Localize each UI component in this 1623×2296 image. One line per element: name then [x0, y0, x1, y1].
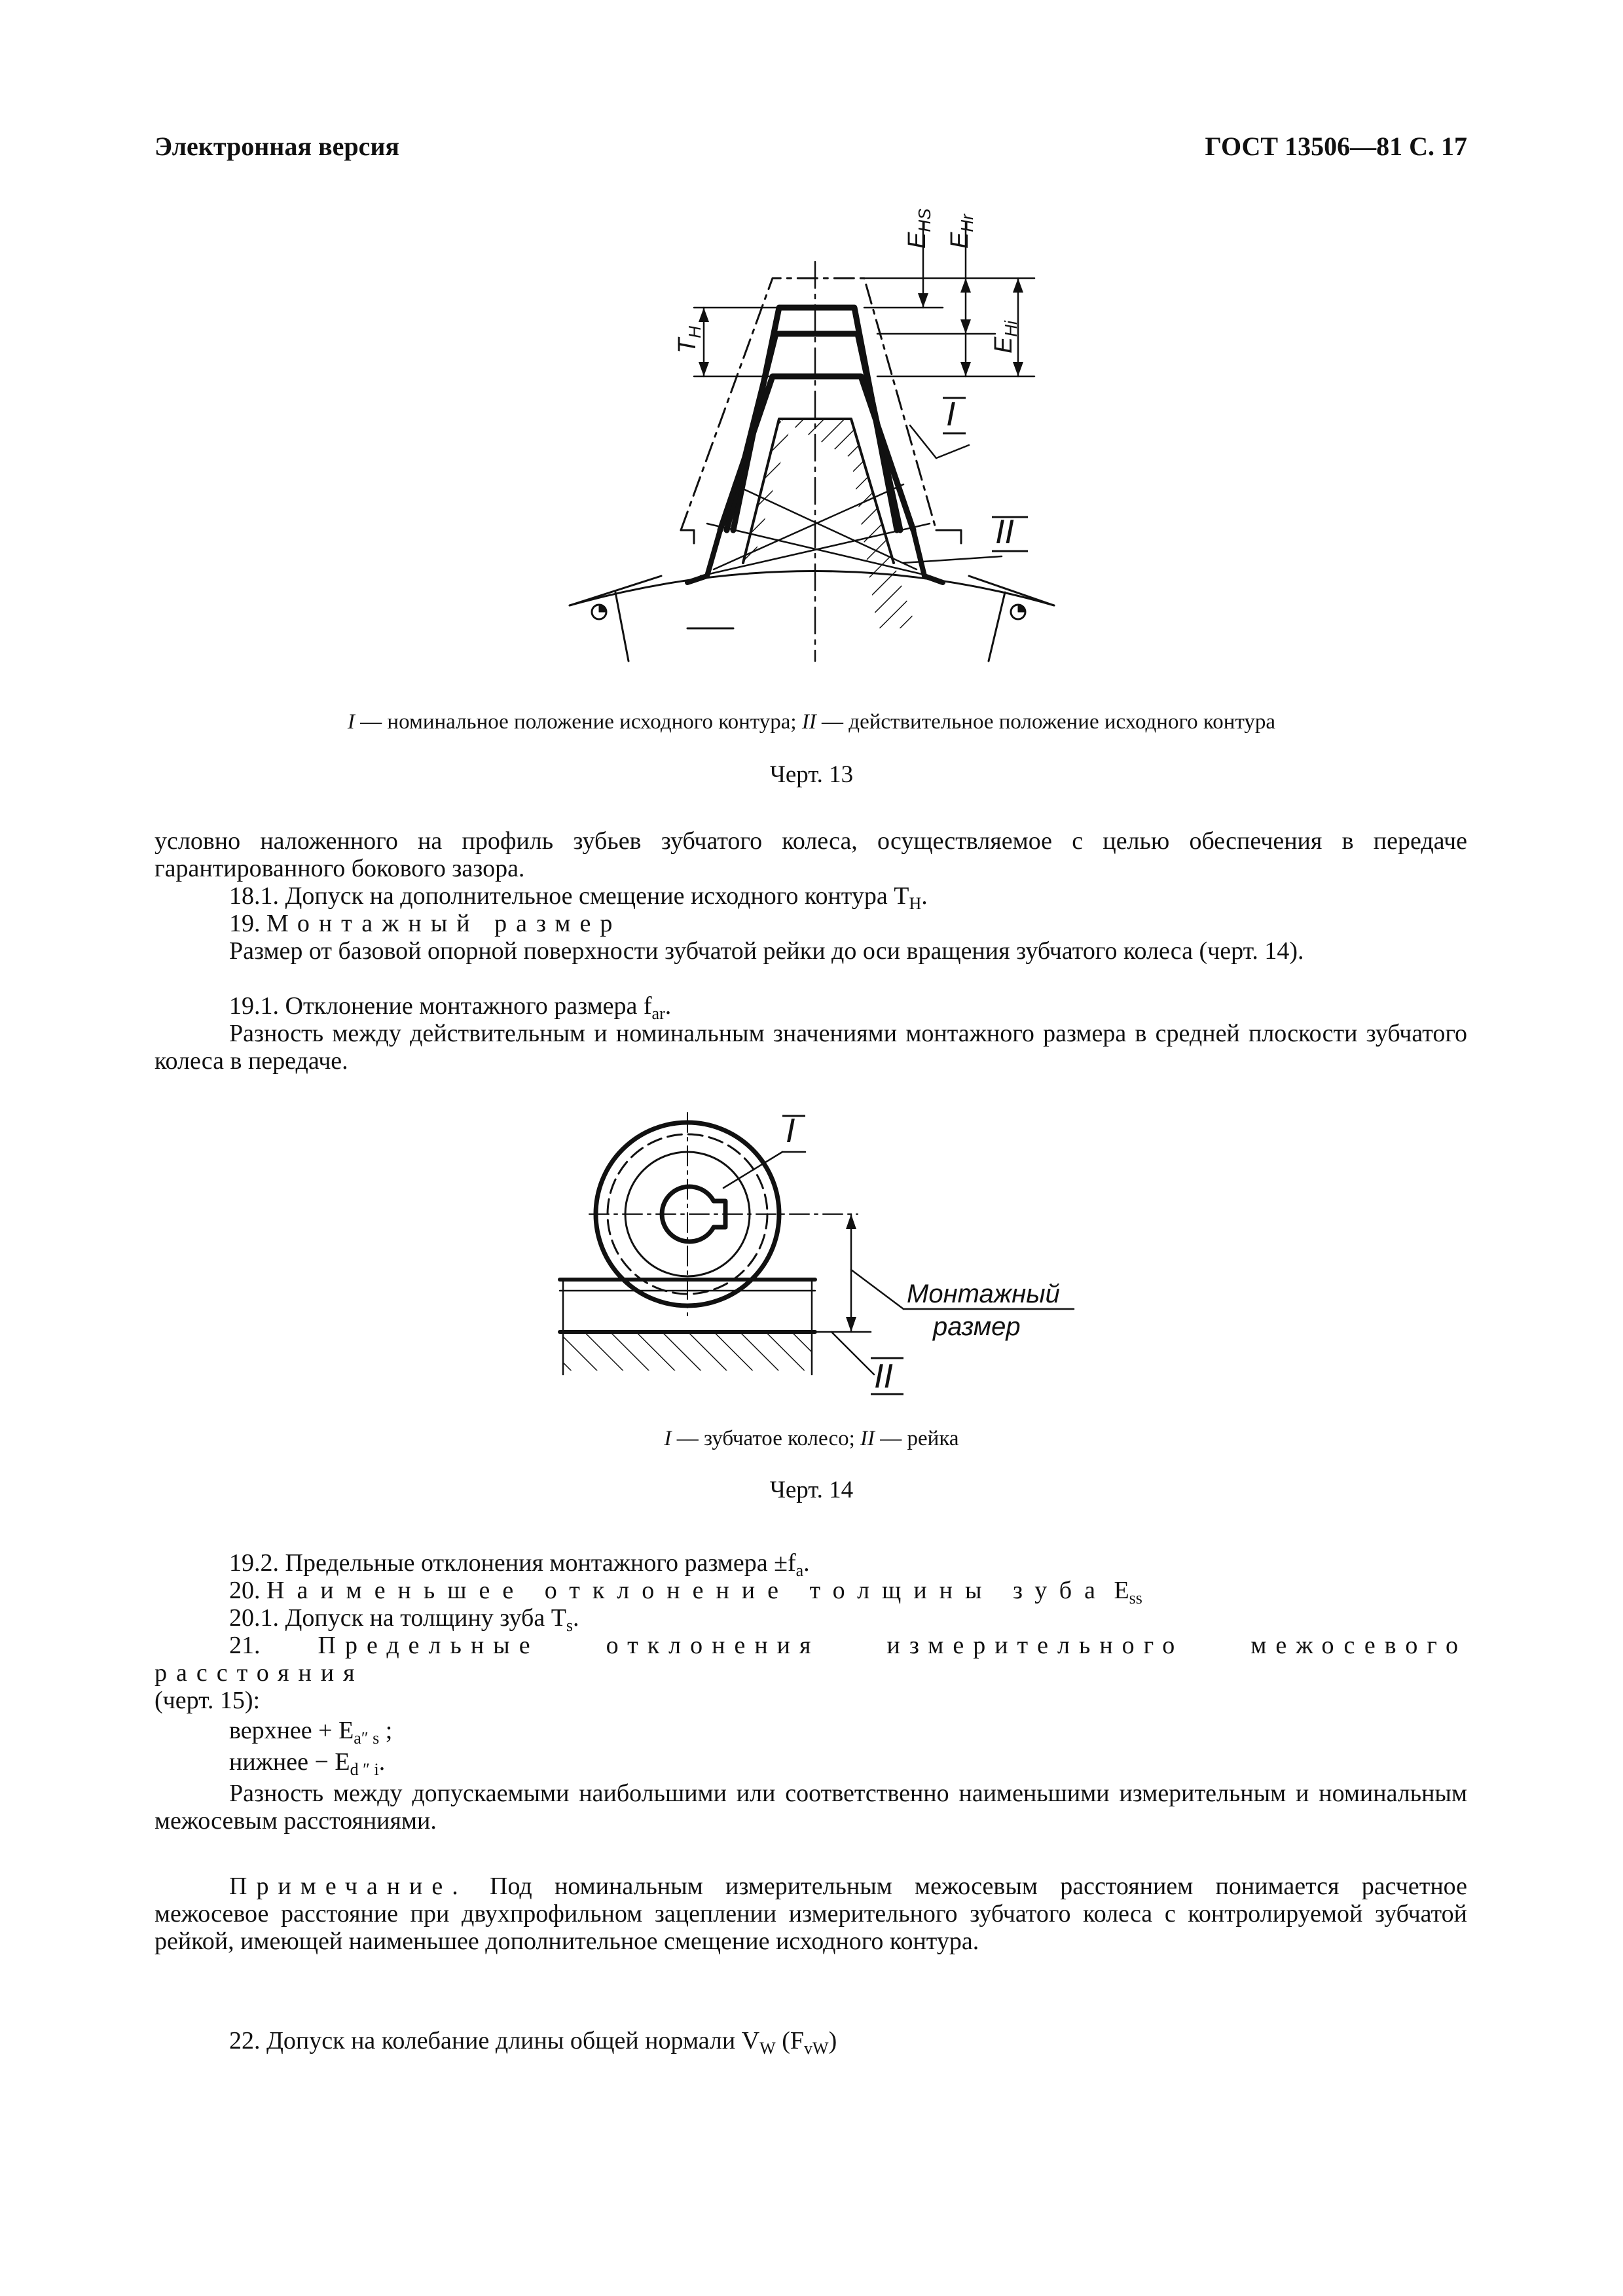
header-left: Электронная версия [155, 132, 400, 161]
paragraph-19-1: 19.1. Отклонение монтажного размера $f_{ar}$. [229, 992, 672, 1023]
paragraph-19-2: 19.2. Предельные отклонения монтажного размера $\pm f_a$. [229, 1549, 810, 1580]
label-mount-1: Монтажный [907, 1280, 1060, 1308]
label-ehs: $E_{HS}$ [903, 208, 934, 249]
text-block-b [155, 1549, 1468, 2058]
paragraph-21-def: Разность между допускаемыми наибольшими или соответственно наименьшими измерительным и номинальным межосевым расстояниями. [155, 1780, 1467, 1835]
figure-13-drawing [0, 0, 1623, 687]
paragraph-20-1: 20.1. Допуск на толщину зуба $T_s$. [229, 1604, 579, 1635]
paragraph-18-1: 18.1. Допуск на дополнительное смещение исходного контура $T_H$. [229, 882, 928, 913]
paragraph-20-term: 20. Наименьшее отклонение толщины зуба $E_{ss}$ [229, 1577, 1142, 1607]
chert-13: Черт. 13 [769, 761, 854, 788]
paragraph-19-term: 19. Монтажный размер [229, 910, 622, 937]
note-paragraph: Примечание. Под номинальным измерительным межосевым расстоянием понимается расчетное межосевое расстояние при двухпрофильном зацеплении измерительного зубчатого колеса с контролируемой зубчатой рейкой, имеющей наименьшее дополнительное смещение исходного контура. [155, 1873, 1467, 1955]
figure-14-caption: I — зубчатое колесо; II — рейка [664, 1427, 959, 1450]
label-rack-two: II [874, 1357, 893, 1395]
chert-14: Черт. 14 [769, 1477, 854, 1503]
paragraph-upper: верхнее + $E_{a'' s}$ ; [229, 1717, 393, 1748]
label-wheel-one: I [786, 1112, 795, 1150]
paragraph-19-def: Размер от базовой опорной поверхности зубчатой рейки до оси вращения зубчатого колеса (черт. 14). [229, 937, 1304, 965]
label-th: $T_H$ [674, 326, 704, 353]
paragraph-21-tail: (черт. 15): [155, 1687, 261, 1714]
label-two: II [995, 513, 1014, 551]
label-ehr: $E_{Hr}$ [946, 214, 977, 249]
header-right: ГОСТ 13506—81 С. 17 [1205, 132, 1467, 161]
label-ehi: $E_{Hi}$ [990, 321, 1021, 353]
figure-13-caption: I — номинальное положение исходного контура; II — действительное положение исходного контура [347, 710, 1276, 734]
paragraph-19-1-def: Разность между действительным и номинальным значениями монтажного размера в средней плоскости зубчатого колеса в передаче. [155, 1020, 1467, 1075]
paragraph-21-term: 21. Предельные отклонения измерительного межосевого расстояния [155, 1632, 1468, 1687]
figure-14-drawing [0, 982, 1623, 1636]
label-one: I [946, 395, 956, 433]
label-mount-2: размер [933, 1312, 1021, 1341]
paragraph-continuation: условно наложенного на профиль зубьев зубчатого колеса, осуществляемое с целью обеспечения в передаче гарантированного бокового зазора. [155, 827, 1467, 882]
paragraph-lower: нижнее − $E_{d '' i}$. [229, 1748, 386, 1779]
paragraph-22: 22. Допуск на колебание длины общей нормали $V_W$ $(F_{vW})$ [229, 2027, 837, 2058]
